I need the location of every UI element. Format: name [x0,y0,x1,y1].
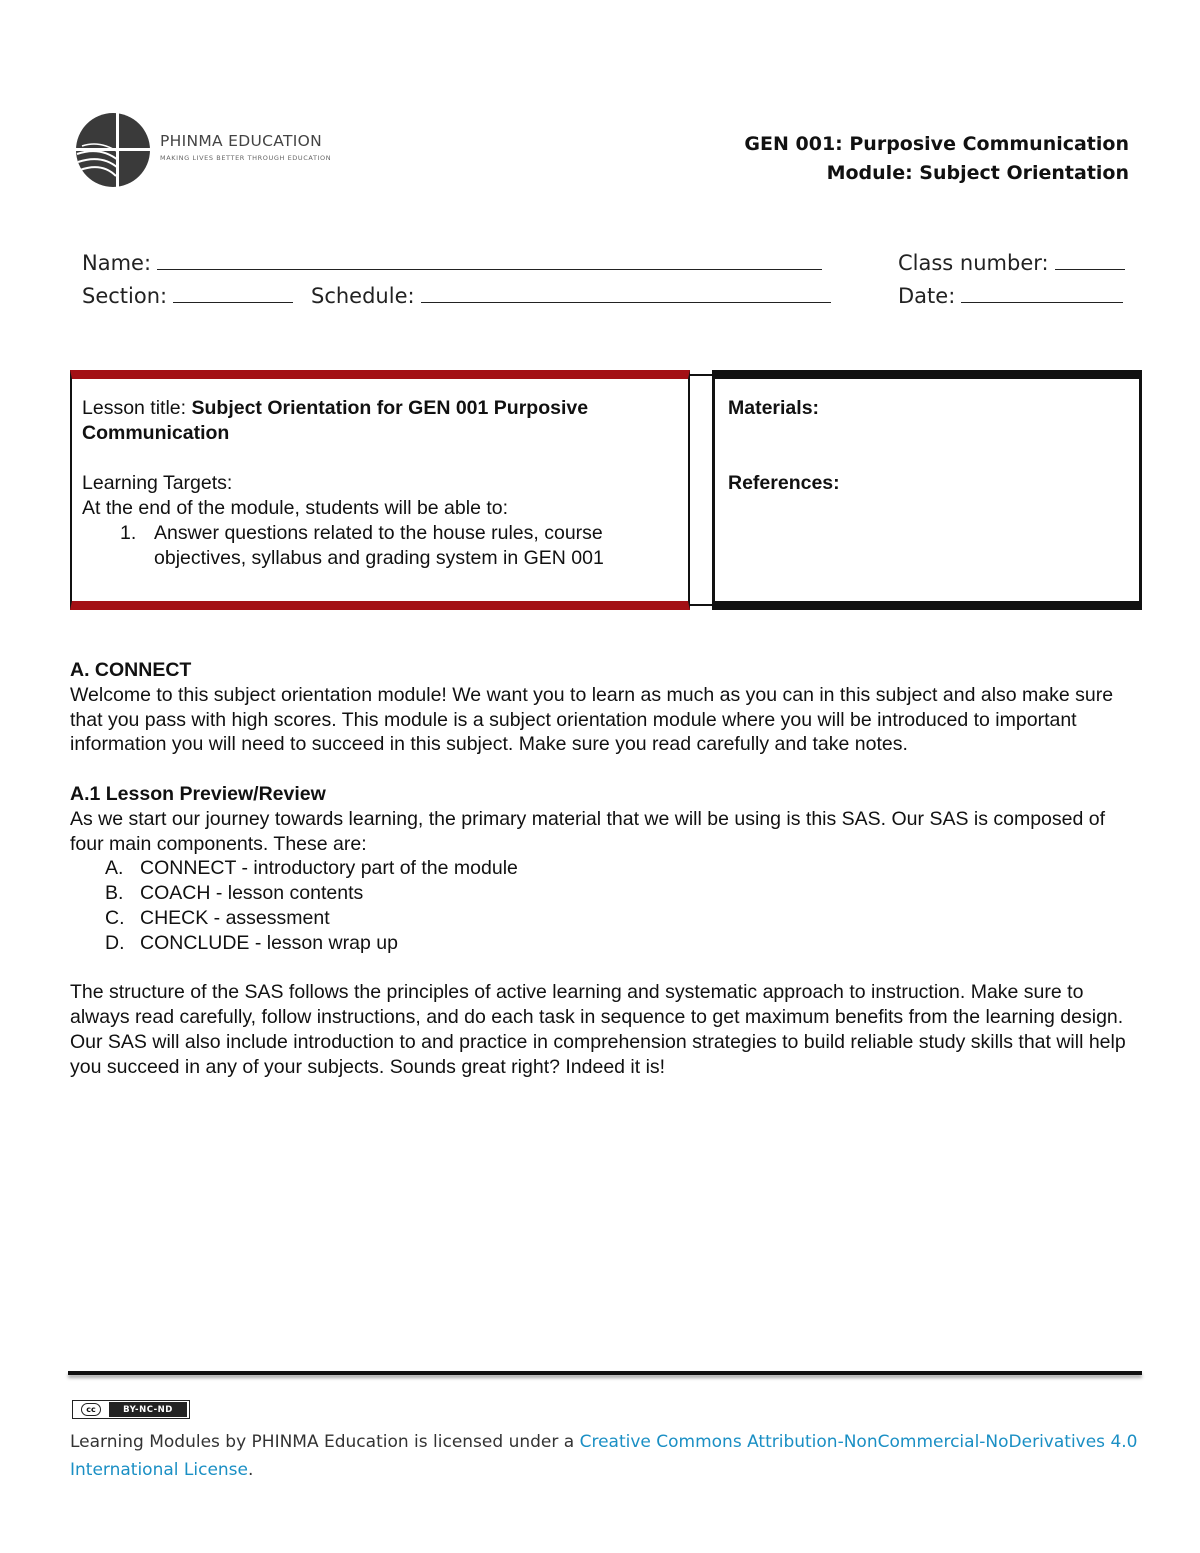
list-item: D. CONCLUDE - lesson wrap up [105,931,398,954]
connect-section [70,658,1135,1080]
section-blank[interactable] [173,284,293,303]
class-number-blank[interactable] [1055,251,1125,270]
lesson-title-label: Lesson title: [82,397,187,419]
document-header [744,130,1129,188]
materials-box [712,370,1142,610]
learning-targets-list [82,521,672,571]
license-prefix: Learning Modules by PHINMA Education is licensed under a [70,1432,580,1452]
cc-icon: cc [75,1402,107,1417]
list-item: C. CHECK - assessment [105,906,330,929]
schedule-blank[interactable] [421,284,831,303]
name-blank[interactable] [157,251,822,270]
connect-paragraph: Welcome to this subject orientation module! We want you to learn as much as you can in this subject and also make sure that you pass with high scores. This module is a subject orientation module where you will be introduced to important information you will need to succeed in this subject. Make sure you read carefully and take notes. [70,683,1114,756]
class-number-field[interactable] [898,251,1125,275]
license-notice [70,1428,1140,1484]
footer-divider [68,1371,1142,1375]
schedule-field[interactable] [311,284,831,308]
license-suffix: . [248,1460,254,1480]
learning-targets-label: Learning Targets: [82,472,233,494]
list-item: B. COACH - lesson contents [105,882,364,905]
box-connector [689,374,713,606]
preview-paragraph: As we start our journey towards learning, the primary material that we will be using is this SAS. Our SAS is composed of four main components. These are: [70,807,1106,855]
name-label: Name: [82,251,152,275]
connect-heading: A. CONNECT [70,659,192,681]
section-label: Section: [82,284,168,308]
date-label: Date: [898,284,956,308]
list-item: A. CONNECT - introductory part of the module [105,857,518,880]
date-blank[interactable] [961,284,1123,303]
sas-components-list [70,856,1135,955]
module-title: Module: Subject Orientation [826,162,1129,184]
date-field[interactable] [898,284,1123,308]
class-number-label: Class number: [898,251,1049,275]
lesson-title: Subject Orientation for GEN 001 Purposive Communication [82,397,589,444]
materials-label: Materials: [728,397,820,419]
sas-structure-paragraph: The structure of the SAS follows the principles of active learning and systematic approach to instruction. Make sure to always read carefully, follow instructions, and do each task in sequence to get maximum benefits from the learning design. Our SAS will also include introduction to and practice in comprehension strategies to build reliable study skills that will help you succeed in any of your subjects. Sounds great right? Indeed it is! [70,981,1126,1078]
references-label: References: [728,472,840,494]
schedule-label: Schedule: [311,284,415,308]
preview-heading: A.1 Lesson Preview/Review [70,782,326,805]
logo-tagline: MAKING LIVES BETTER THROUGH EDUCATION [160,154,332,162]
course-title: GEN 001: Purposive Communication [744,133,1129,155]
lesson-title-line [82,396,672,446]
license-link[interactable]: Creative Commons Attribution-NonCommercial-NoDerivatives 4.0 International License [70,1432,1138,1480]
list-item: 1. Answer questions related to the house rules, course objectives, syllabus and grading system in GEN 001 [120,522,604,569]
cc-license-badge[interactable] [72,1400,190,1419]
lesson-box [70,370,690,610]
name-field[interactable] [82,251,822,275]
phinma-logo [72,110,332,190]
logo-wordmark: PHINMA EDUCATION [160,132,323,150]
learning-targets-intro: At the end of the module, students will be able to: [82,497,509,519]
cc-badge-label: BY-NC-ND [109,1402,187,1417]
section-field[interactable] [82,284,293,308]
logo-emblem [72,110,154,190]
